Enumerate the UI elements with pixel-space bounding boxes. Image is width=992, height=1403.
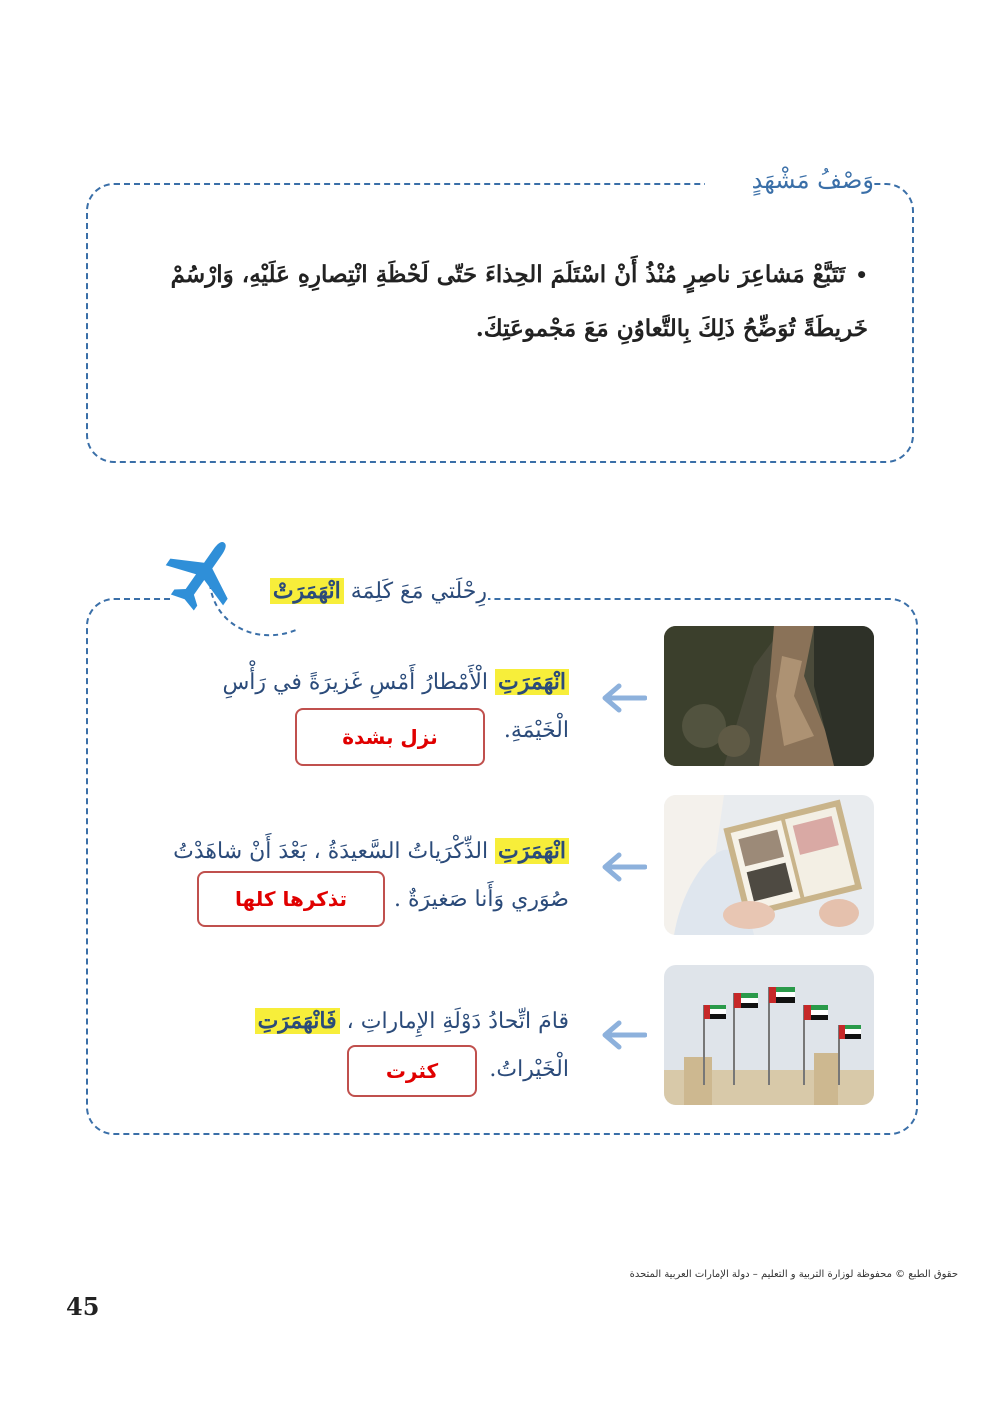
- instruction-text: [128, 248, 868, 356]
- word-journey-title: [270, 578, 487, 604]
- highlighted-word: فَانْهَمَرَتِ: [255, 1008, 340, 1034]
- sentence-prefix: قامَ اتِّحادُ دَوْلَةِ الإِماراتِ ،: [339, 1009, 569, 1034]
- flood-photo: [664, 626, 874, 766]
- page-number: 45: [66, 1292, 100, 1321]
- answer-box-1: نزل بشدة: [295, 708, 485, 766]
- copyright-footer: حقوق الطبع © محفوظة لوزارة التربية و التعليم – دولة الإمارات العربية المتحدة: [629, 1269, 958, 1280]
- arrow-left-icon: [601, 1020, 647, 1050]
- highlighted-word: انْهَمَرَتِ: [495, 669, 569, 695]
- sentence-text: الْخَيْراتُ.: [489, 1057, 569, 1082]
- answer-box-3: كثرت: [347, 1045, 477, 1097]
- arrow-left-icon: [601, 852, 647, 882]
- title-prefix: رِحْلَتي مَعَ كَلِمَة: [350, 579, 487, 604]
- title-highlight-word: انْهَمَرَتْ: [270, 578, 344, 604]
- sentence-text: الْأَمْطارُ أَمْسِ غَزيرَةً في رَأْسِ الْخَيْمَةِ.: [222, 670, 569, 743]
- instruction-body: تَتَبَّعْ مَشاعِرَ ناصِرٍ مُنْذُ أَنْ اسْتَلَمَ الحِذاءَ حَتّى لَحْظَةِ انْتِصارِهِ عَلَيْهِ، وَارْسُمْ خَريطَةً تُوَضِّحُ ذَلِكَ بِالتَّعاوُنِ مَعَ مَجْموعَتِكَ.: [170, 261, 868, 342]
- airplane-icon: [162, 532, 244, 614]
- photo-album-photo: [664, 795, 874, 935]
- highlighted-word: انْهَمَرَتِ: [495, 838, 569, 864]
- uae-flags-photo: [664, 965, 874, 1105]
- scene-description-title: وَصْفُ مَشْهَدٍ: [751, 166, 874, 194]
- arrow-left-icon: [601, 683, 647, 713]
- bullet: •: [855, 263, 868, 287]
- answer-box-2: تذكرها كلها: [197, 871, 385, 927]
- sentence-text: الذِّكْرَياتُ السَّعيدَةُ ، بَعْدَ أَنْ شاهَدْتُ صُوَري وَأَنا صَغيرَةٌ .: [173, 839, 569, 912]
